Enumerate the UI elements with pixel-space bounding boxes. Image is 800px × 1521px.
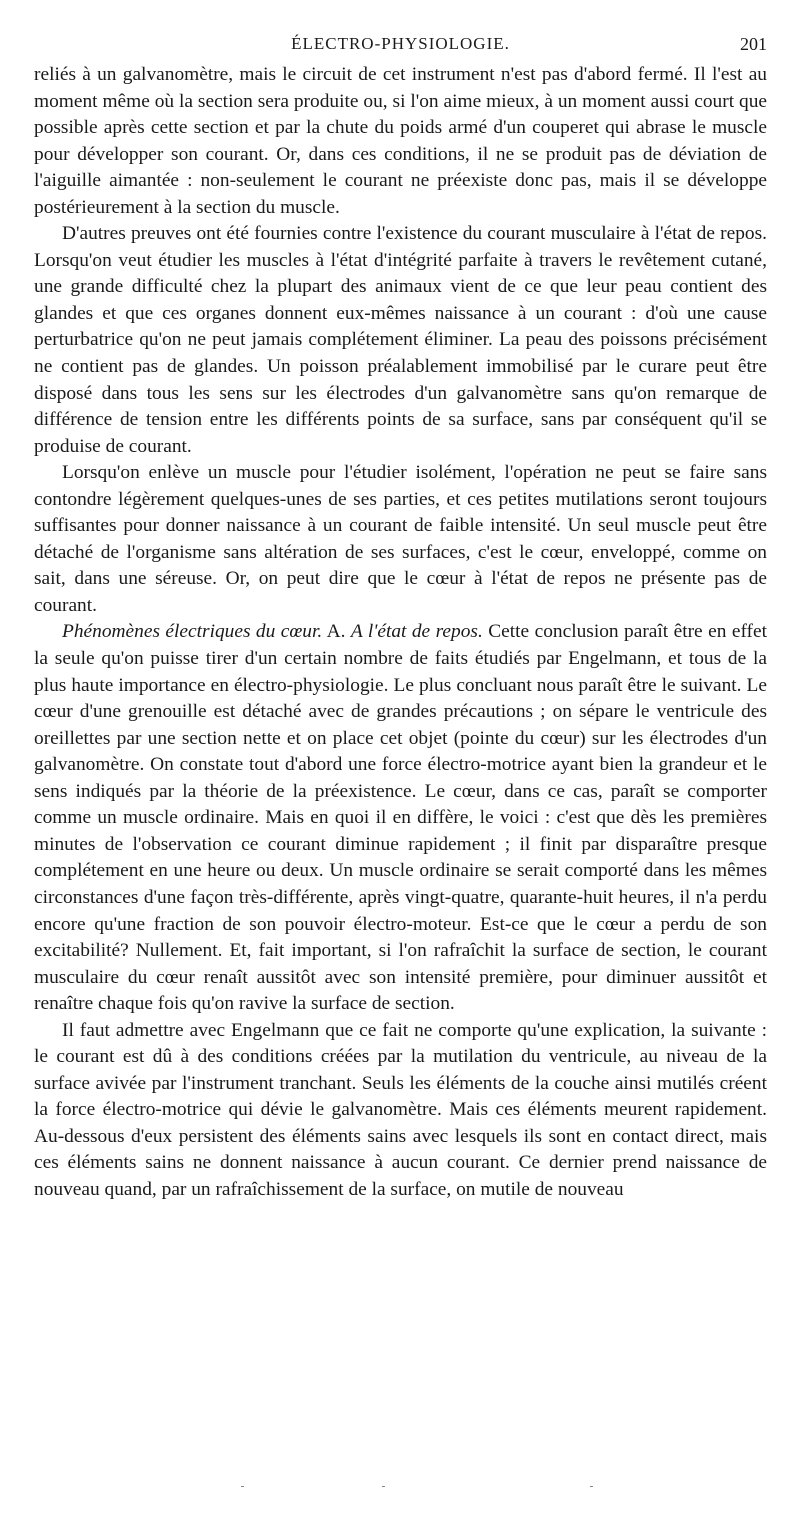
paragraph-1-text: reliés à un galvanomètre, mais le circuit de cet instrument n'est pas d'abord fermé. Il l'est au moment même où la section sera produite ou, si l'on aime mieux, à un moment aussi court que possible après cette section et par la chute du poids armé d'un couperet qui abrase le muscle pour développer son courant. Or, dans ces conditions, il ne se produit pas de déviation de l'aiguille aimantée : non-seulement le courant ne préexiste donc pas, mais il se développe postérieurement à la section du muscle. — [34, 64, 767, 218]
paragraph-4 — [34, 619, 767, 1017]
paragraph-3-text: Lorsqu'on enlève un muscle pour l'étudier isolément, l'opération ne peut se faire sans contondre légèrement quelques-unes de ses parties, et ces petites mutilations seront toujours suffisantes pour donner naissance à un courant de faible intensité. Un seul muscle peut être détaché de l'organisme sans altération de ses surfaces, c'est le cœur, enveloppé, comme on sait, dans une séreuse. Or, on peut dire que le cœur à l'état de repos ne présente pas de courant. — [34, 462, 767, 616]
section-heading: Phénomènes électriques du cœur. — [62, 621, 323, 643]
section-marker: A. — [322, 621, 351, 643]
paragraph-3 — [34, 460, 767, 619]
paragraph-5-text: Il faut admettre avec Engelmann que ce fait ne comporte qu'une explication, la suivante : le courant est dû à des conditions créées par la mutilation du ventricule, au niveau de la surface avivée par l'instrument tranchant. Seuls les éléments de la couche ainsi mutilés créent la force électro-motrice qui dévie le galvanomètre. Mais ces éléments meurent rapidement. Au-dessous d'eux persistent des éléments sains avec lesquels ils sont en contact direct, mais ces éléments sains ne donnent naissance à aucun courant. Ce dernier prend naissance de nouveau quand, par un rafraîchissement de la surface, on mutile de nouveau — [34, 1019, 767, 1200]
paragraph-5 — [34, 1018, 767, 1204]
paragraph-2 — [34, 221, 767, 460]
book-page — [34, 34, 767, 1204]
paragraph-4-text: Cette conclusion paraît être en effet la seule qu'on puisse tirer d'un certain nombre de faits étudiés par Engelmann, et tous de la plus haute importance en électro-physiologie. Le plus concluant nous paraît être le suivant. Le cœur d'une grenouille est détaché avec de grandes précautions ; on sépare le ventricule des oreillettes par une section nette et on place cet objet (pointe du cœur) sur les électrodes d'un galvanomètre. On constate tout d'abord une force électro-motrice ayant bien la grandeur et le sens indiqués par la théorie de la préexistence. Le cœur, dans ce cas, paraît se comporter comme un muscle ordinaire. Mais en quoi il en diffère, le voici : c'est que dès les premières minutes de l'observation ce courant diminue rapidement ; il finit par disparaître presque complétement en une heure ou deux. Un muscle ordinaire se serait comporté dans les mêmes circonstances d'une façon très-différente, après vingt-quatre, quarante-huit heures, il n'a perdu encore qu'une fraction de son pouvoir électro-moteur. Est-ce que le cœur a perdu de son excitabilité? Nullement. Et, fait important, si l'on rafraîchit la surface de section, le courant musculaire du cœur renaît aussitôt avec son intensité première, pour diminuer aussitôt et renaître chaque fois qu'on ravive la surface de section. — [34, 621, 767, 1015]
running-title: ÉLECTRO-PHYSIOLOGIE. — [291, 34, 510, 53]
subsection-heading: A l'état de repos. — [350, 621, 483, 643]
scan-speck — [382, 1486, 385, 1487]
scan-speck — [241, 1486, 244, 1487]
page-header — [34, 34, 767, 58]
paragraph-2-text: D'autres preuves ont été fournies contre l'existence du courant musculaire à l'état de repos. Lorsqu'on veut étudier les muscles à l'état d'intégrité parfaite à travers le revêtement cutané, une grande difficulté chez la plupart des animaux vient de ce que leur peau contient des glandes et que ces organes donnent eux-mêmes naissance à un courant : d'où une cause perturbatrice qu'on ne peut jamais complétement éliminer. La peau des poissons précisément ne contient pas de glandes. Un poisson préalablement immobilisé par le curare peut être disposé dans tous les sens sur les électrodes d'un galvanomètre sans qu'on remarque de différence de tension entre les différents points de sa surface, sans par conséquent qu'il se produise de courant. — [34, 223, 767, 457]
body-text — [34, 62, 767, 1204]
scan-speck — [590, 1486, 593, 1487]
paragraph-1 — [34, 62, 767, 221]
page-number: 201 — [740, 34, 767, 54]
scan-specks — [0, 1486, 800, 1496]
